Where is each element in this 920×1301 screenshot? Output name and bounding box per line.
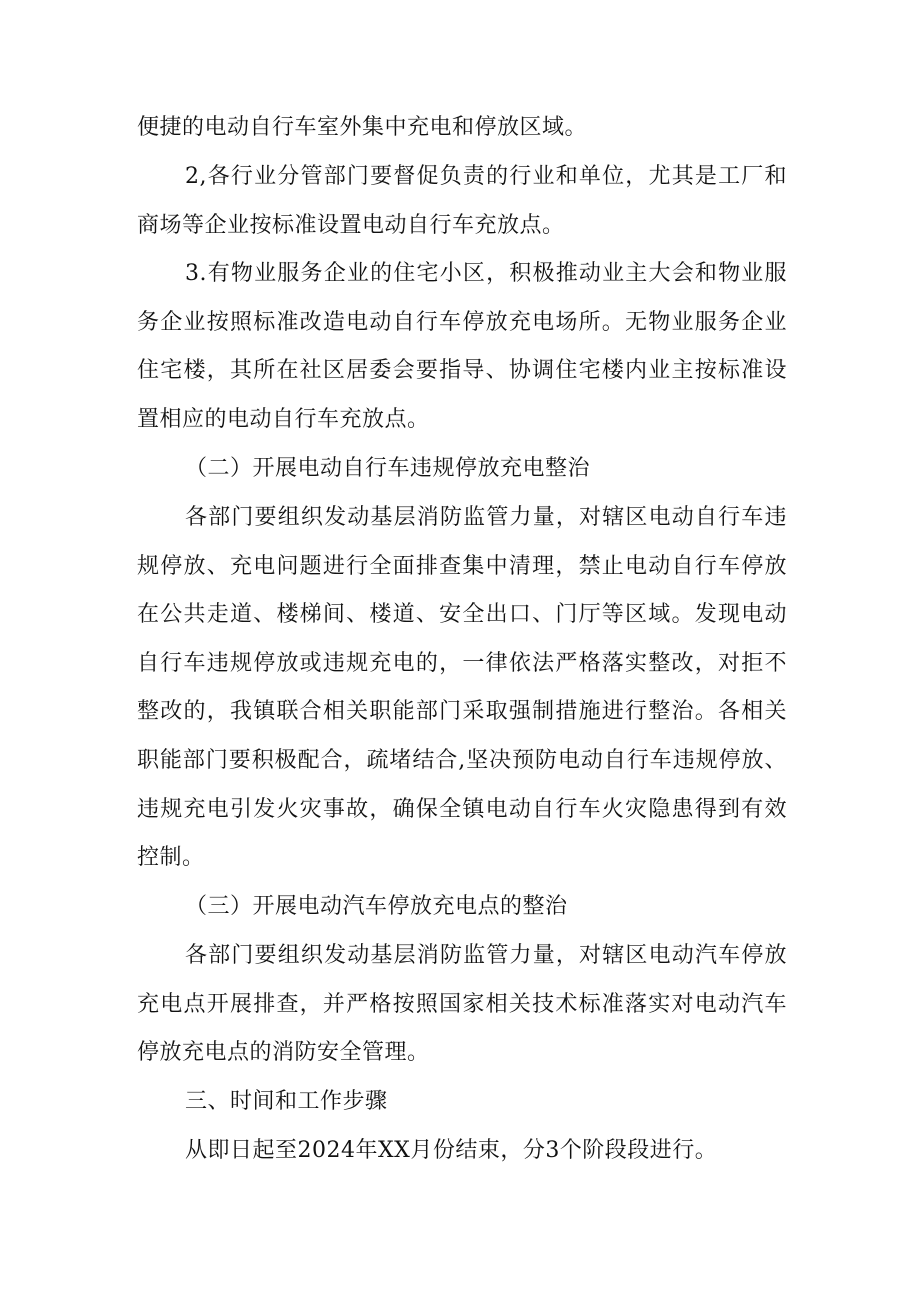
paragraph-item-3: 3.有物业服务企业的住宅小区，积极推动业主大会和物业服务企业按照标准改造电动自行车停放充电场所。无物业服务企业住宅楼，其所在社区居委会要指导、协调住宅楼内业主按标准设置相应的电动自行车充放点。 xyxy=(137,261,787,432)
section-heading-2: （二）开展电动自行车违规停放充电整治 xyxy=(185,456,591,481)
paragraph-continuation: 便捷的电动自行车室外集中充电和停放区域。 xyxy=(137,115,588,140)
paragraph-section-3-body: 各部门要组织发动基层消防监管力量，对辖区电动汽车停放充电点开展排查，并严格按照国家相关技术标准落实对电动汽车停放充电点的消防安全管理。 xyxy=(137,943,787,1066)
paragraph-item-2: 2,各行业分管部门要督促负责的行业和单位，尤其是工厂和商场等企业按标准设置电动自行车充放点。 xyxy=(137,164,787,238)
paragraph-section-2-body: 各部门要组织发动基层消防监管力量，对辖区电动自行车违规停放、充电问题进行全面排查集中清理，禁止电动自行车停放在公共走道、楼梯间、楼道、安全出口、门厅等区域。发现电动自行车违规停放或违规充电的，一律依法严格落实整改，对拒不整改的，我镇联合相关职能部门采取强制措施进行整治。各相关职能部门要积极配合，疏堵结合,坚决预防电动自行车违规停放、违规充电引发火灾事故，确保全镇电动自行车火灾隐患得到有效控制。 xyxy=(137,505,787,871)
section-heading-3: （三）开展电动汽车停放充电点的整治 xyxy=(185,894,568,919)
paragraph-timeline: 从即日起至2024年XX月份结束，分3个阶段段进行。 xyxy=(185,1138,718,1163)
section-heading-main-3: 三、时间和工作步骤 xyxy=(185,1089,388,1114)
